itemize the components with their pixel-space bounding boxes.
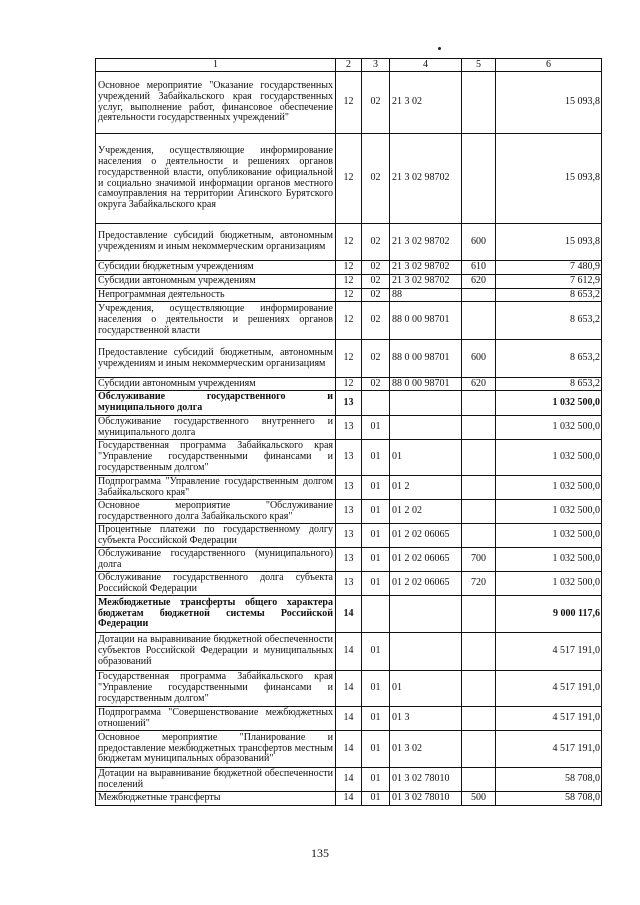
header-col-3: 3 — [362, 59, 390, 72]
table-row — [96, 476, 602, 500]
row-section: 13 — [336, 440, 362, 476]
table-row — [96, 792, 602, 806]
row-section: 12 — [336, 302, 362, 340]
budget-table — [95, 58, 602, 806]
row-name: Основное мероприятие "Обслуживание государственного долга Забайкальского края" — [96, 500, 336, 524]
row-target-article: 21 3 02 98702 — [390, 224, 462, 261]
table-row — [96, 768, 602, 792]
row-subsection: 01 — [362, 707, 390, 731]
row-expense-type — [462, 671, 496, 707]
row-amount: 8 653,2 — [496, 302, 602, 340]
row-subsection: 01 — [362, 572, 390, 596]
table-row — [96, 633, 602, 671]
row-name: Государственная программа Забайкальского края "Управление государственными финансами и государственным долгом" — [96, 440, 336, 476]
row-expense-type — [462, 524, 496, 548]
table-row — [96, 134, 602, 224]
row-section: 14 — [336, 671, 362, 707]
row-expense-type: 500 — [462, 792, 496, 806]
row-subsection: 01 — [362, 671, 390, 707]
row-target-article: 88 0 00 98701 — [390, 378, 462, 391]
table-row — [96, 524, 602, 548]
row-section: 13 — [336, 476, 362, 500]
row-target-article: 01 3 02 78010 — [390, 768, 462, 792]
row-expense-type — [462, 707, 496, 731]
header-row — [96, 59, 602, 72]
row-expense-type — [462, 633, 496, 671]
table-row — [96, 596, 602, 633]
table-body — [96, 72, 602, 806]
header-col-4: 4 — [390, 59, 462, 72]
row-section: 13 — [336, 524, 362, 548]
row-name: Подпрограмма "Совершенствование межбюджетных отношений" — [96, 707, 336, 731]
row-name: Основное мероприятие "Оказание государственных учреждений Забайкальского края государственных услуг, выполнение работ, финансовое обеспечение деятельности государственных учреждений" — [96, 72, 336, 134]
row-name: Предоставление субсидий бюджетным, автономным учреждениям и иным некоммерческим организациям — [96, 340, 336, 378]
row-amount: 1 032 500,0 — [496, 416, 602, 440]
row-section: 12 — [336, 224, 362, 261]
row-section: 14 — [336, 596, 362, 633]
row-subsection: 01 — [362, 524, 390, 548]
row-amount: 4 517 191,0 — [496, 633, 602, 671]
row-target-article — [390, 596, 462, 633]
row-name: Обслуживание государственного внутреннего и муниципального долга — [96, 416, 336, 440]
row-name: Непрограммная деятельность — [96, 289, 336, 302]
row-section: 13 — [336, 391, 362, 416]
row-amount: 4 517 191,0 — [496, 671, 602, 707]
row-amount: 1 032 500,0 — [496, 440, 602, 476]
row-subsection — [362, 391, 390, 416]
row-subsection: 02 — [362, 340, 390, 378]
row-target-article: 21 3 02 98702 — [390, 275, 462, 289]
row-name: Государственная программа Забайкальского края "Управление государственными финансами и государственным долгом" — [96, 671, 336, 707]
row-section: 14 — [336, 633, 362, 671]
row-subsection: 01 — [362, 500, 390, 524]
row-target-article: 21 3 02 — [390, 72, 462, 134]
row-target-article: 01 — [390, 440, 462, 476]
row-section: 12 — [336, 289, 362, 302]
row-amount: 8 653,2 — [496, 378, 602, 391]
row-expense-type — [462, 731, 496, 768]
row-section: 12 — [336, 275, 362, 289]
row-subsection: 02 — [362, 261, 390, 275]
row-subsection: 01 — [362, 476, 390, 500]
row-subsection: 01 — [362, 792, 390, 806]
table-row — [96, 289, 602, 302]
row-target-article: 01 2 02 — [390, 500, 462, 524]
row-amount: 4 517 191,0 — [496, 731, 602, 768]
row-expense-type — [462, 476, 496, 500]
table-row — [96, 224, 602, 261]
row-expense-type: 700 — [462, 548, 496, 572]
table-row — [96, 731, 602, 768]
row-subsection: 01 — [362, 440, 390, 476]
row-amount: 15 093,8 — [496, 134, 602, 224]
row-subsection — [362, 596, 390, 633]
row-expense-type — [462, 440, 496, 476]
header-col-5: 5 — [462, 59, 496, 72]
row-expense-type: 620 — [462, 378, 496, 391]
row-target-article: 01 3 02 — [390, 731, 462, 768]
row-amount: 1 032 500,0 — [496, 500, 602, 524]
row-expense-type — [462, 416, 496, 440]
table-row — [96, 572, 602, 596]
row-target-article: 21 3 02 98702 — [390, 134, 462, 224]
row-expense-type — [462, 391, 496, 416]
table-row — [96, 261, 602, 275]
row-amount: 7 612,9 — [496, 275, 602, 289]
row-section: 14 — [336, 707, 362, 731]
row-name: Обслуживание государственного (муниципального) долга — [96, 548, 336, 572]
header-col-2: 2 — [336, 59, 362, 72]
row-target-article: 88 0 00 98701 — [390, 302, 462, 340]
table-row — [96, 671, 602, 707]
table-row — [96, 340, 602, 378]
stray-mark — [438, 47, 441, 50]
table-row — [96, 707, 602, 731]
row-name: Процентные платежи по государственному долгу субъекта Российской Федерации — [96, 524, 336, 548]
row-expense-type — [462, 596, 496, 633]
row-expense-type — [462, 768, 496, 792]
row-subsection: 01 — [362, 416, 390, 440]
row-name: Межбюджетные трансферты общего характера бюджетам бюджетной системы Российской Федерации — [96, 596, 336, 633]
row-expense-type — [462, 134, 496, 224]
row-amount: 1 032 500,0 — [496, 391, 602, 416]
table-row — [96, 72, 602, 134]
row-target-article: 01 — [390, 671, 462, 707]
row-target-article — [390, 633, 462, 671]
row-target-article — [390, 416, 462, 440]
row-amount: 4 517 191,0 — [496, 707, 602, 731]
table-row — [96, 302, 602, 340]
row-name: Обслуживание государственного и муниципального долга — [96, 391, 336, 416]
table-row — [96, 548, 602, 572]
row-section: 13 — [336, 572, 362, 596]
row-target-article: 01 2 — [390, 476, 462, 500]
row-subsection: 01 — [362, 731, 390, 768]
row-target-article: 88 — [390, 289, 462, 302]
row-amount: 1 032 500,0 — [496, 476, 602, 500]
row-expense-type: 620 — [462, 275, 496, 289]
row-name: Субсидии бюджетным учреждениям — [96, 261, 336, 275]
header-col-6: 6 — [496, 59, 602, 72]
row-name: Дотации на выравнивание бюджетной обеспеченности поселений — [96, 768, 336, 792]
row-amount: 58 708,0 — [496, 792, 602, 806]
row-section: 13 — [336, 548, 362, 572]
table-row — [96, 378, 602, 391]
row-amount: 1 032 500,0 — [496, 572, 602, 596]
row-expense-type — [462, 289, 496, 302]
page-number: 135 — [311, 846, 329, 860]
row-amount: 9 000 117,6 — [496, 596, 602, 633]
row-amount: 15 093,8 — [496, 72, 602, 134]
row-amount: 58 708,0 — [496, 768, 602, 792]
row-section: 12 — [336, 340, 362, 378]
row-subsection: 02 — [362, 289, 390, 302]
row-subsection: 02 — [362, 72, 390, 134]
row-target-article — [390, 391, 462, 416]
row-name: Субсидии автономным учреждениям — [96, 378, 336, 391]
row-expense-type — [462, 302, 496, 340]
row-amount: 1 032 500,0 — [496, 548, 602, 572]
row-amount: 8 653,2 — [496, 340, 602, 378]
table-row — [96, 391, 602, 416]
row-target-article: 01 3 02 78010 — [390, 792, 462, 806]
row-expense-type: 720 — [462, 572, 496, 596]
row-name: Обслуживание государственного долга субъекта Российской Федерации — [96, 572, 336, 596]
row-amount: 15 093,8 — [496, 224, 602, 261]
row-section: 14 — [336, 792, 362, 806]
row-amount: 7 480,9 — [496, 261, 602, 275]
row-section: 12 — [336, 378, 362, 391]
row-section: 14 — [336, 731, 362, 768]
row-name: Дотации на выравнивание бюджетной обеспеченности субъектов Российской Федерации и муниципальных образований — [96, 633, 336, 671]
row-section: 12 — [336, 134, 362, 224]
row-expense-type: 610 — [462, 261, 496, 275]
row-name: Основное мероприятие "Планирование и предоставление межбюджетных трансфертов местным бюджетам муниципальных образований" — [96, 731, 336, 768]
row-name: Субсидии автономным учреждениям — [96, 275, 336, 289]
row-amount: 8 653,2 — [496, 289, 602, 302]
row-expense-type — [462, 500, 496, 524]
row-name: Учреждения, осуществляющие информирование населения о деятельности и решениях органов государственной власти — [96, 302, 336, 340]
row-target-article: 01 2 02 06065 — [390, 524, 462, 548]
row-target-article: 01 2 02 06065 — [390, 548, 462, 572]
row-section: 14 — [336, 768, 362, 792]
row-expense-type — [462, 72, 496, 134]
row-subsection: 01 — [362, 548, 390, 572]
table-row — [96, 416, 602, 440]
row-subsection: 02 — [362, 134, 390, 224]
row-subsection: 02 — [362, 302, 390, 340]
row-name: Учреждения, осуществляющие информирование населения о деятельности и решениях органов государственной власти, опубликование официальной и социально значимой информации органов местного самоуправления на территории Агинского Бурятского округа Забайкальского края — [96, 134, 336, 224]
row-section: 12 — [336, 72, 362, 134]
row-target-article: 21 3 02 98702 — [390, 261, 462, 275]
table-row — [96, 275, 602, 289]
table-row — [96, 440, 602, 476]
row-subsection: 02 — [362, 378, 390, 391]
row-expense-type: 600 — [462, 340, 496, 378]
row-name: Предоставление субсидий бюджетным, автономным учреждениям и иным некоммерческим организациям — [96, 224, 336, 261]
header-col-1: 1 — [96, 59, 336, 72]
row-target-article: 01 2 02 06065 — [390, 572, 462, 596]
row-target-article: 01 3 — [390, 707, 462, 731]
row-expense-type: 600 — [462, 224, 496, 261]
row-subsection: 01 — [362, 633, 390, 671]
row-target-article: 88 0 00 98701 — [390, 340, 462, 378]
row-section: 12 — [336, 261, 362, 275]
row-section: 13 — [336, 500, 362, 524]
row-subsection: 01 — [362, 768, 390, 792]
row-subsection: 02 — [362, 224, 390, 261]
table-row — [96, 500, 602, 524]
row-amount: 1 032 500,0 — [496, 524, 602, 548]
row-subsection: 02 — [362, 275, 390, 289]
row-name: Подпрограмма "Управление государственным долгом Забайкальского края" — [96, 476, 336, 500]
row-name: Межбюджетные трансферты — [96, 792, 336, 806]
row-section: 13 — [336, 416, 362, 440]
